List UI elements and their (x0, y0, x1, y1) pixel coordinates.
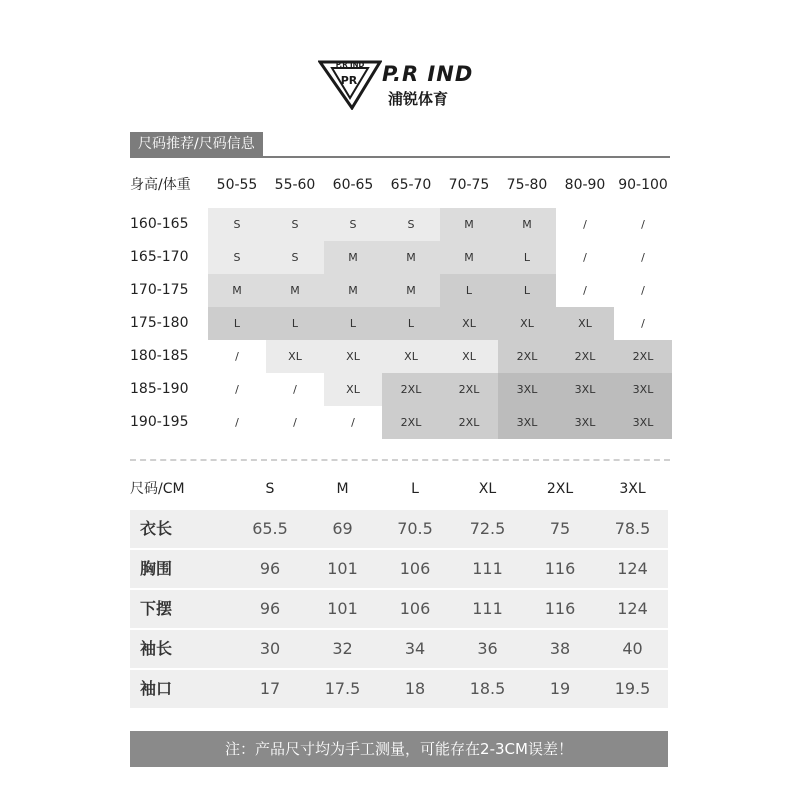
size-cell: / (614, 274, 672, 307)
measure-value: 78.5 (614, 519, 651, 538)
size-cell: / (614, 208, 672, 241)
size-cell: L (266, 307, 324, 340)
height-row-label: 175-180 (130, 315, 189, 331)
measure-value: 65.5 (252, 519, 288, 538)
size-header: S (265, 481, 275, 497)
size-cell: L (498, 274, 556, 307)
size-cell: / (614, 307, 672, 340)
height-row-label: 180-185 (130, 348, 189, 364)
size-header: XL (478, 481, 497, 497)
size-cell: S (266, 208, 324, 241)
size-cell: / (556, 274, 614, 307)
weight-header: 65-70 (390, 177, 432, 193)
measure-value: 38 (549, 639, 571, 658)
measure-value: 19 (549, 679, 571, 698)
measure-value: 116 (544, 599, 576, 618)
measure-row (130, 630, 668, 668)
measure-value: 32 (332, 639, 353, 658)
measure-row-label: 袖口 (140, 679, 173, 698)
size-cell: L (382, 307, 440, 340)
measure-row (130, 510, 668, 548)
weight-header: 55-60 (274, 177, 316, 193)
size-cell: XL (324, 373, 382, 406)
weight-header: 70-75 (448, 177, 490, 193)
size-cell: S (266, 241, 324, 274)
size-cell: 3XL (498, 373, 556, 406)
footer-note: 注：产品尺寸均为手工测量，可能存在2-3CM误差！ (130, 731, 668, 767)
size-cell: 2XL (614, 340, 672, 373)
measure-value: 40 (622, 639, 643, 658)
weight-header: 80-90 (564, 177, 606, 193)
measure-value: 72.5 (469, 519, 506, 538)
measure-value: 111 (472, 599, 503, 618)
size-cell: 2XL (440, 406, 498, 439)
measure-value: 36 (477, 639, 498, 658)
measure-value: 70.5 (397, 519, 433, 538)
measure-value: 18 (404, 679, 426, 698)
weight-header: 50-55 (216, 177, 258, 193)
measure-value: 96 (259, 559, 281, 578)
size-cell: XL (556, 307, 614, 340)
emblem-mid-text: PR (340, 74, 358, 87)
measure-value: 75 (549, 519, 571, 538)
size-cell: / (208, 340, 266, 373)
measure-value: 101 (327, 559, 358, 578)
size-header: 2XL (546, 481, 574, 497)
size-cell: XL (324, 340, 382, 373)
weight-header: 90-100 (618, 177, 668, 193)
measure-value: 106 (399, 559, 431, 578)
size-cell: M (208, 274, 266, 307)
size-cell: M (440, 241, 498, 274)
size-cell: M (324, 274, 382, 307)
measure-value: 124 (617, 599, 648, 618)
measure-row-label: 胸围 (140, 559, 173, 578)
size-cell: / (556, 208, 614, 241)
size-cell: XL (266, 340, 324, 373)
size-cell: M (382, 241, 440, 274)
section-title: 尺码推荐/尺码信息 (130, 132, 263, 156)
height-row-label: 185-190 (130, 381, 189, 397)
size-cell: / (208, 406, 266, 439)
height-row-label: 170-175 (130, 282, 189, 298)
size-cell: M (498, 208, 556, 241)
brand-name-en: P.R IND (382, 62, 474, 86)
size-cell: 2XL (498, 340, 556, 373)
weight-header: 75-80 (506, 177, 548, 193)
size-cell: XL (440, 307, 498, 340)
size-header: L (411, 481, 419, 497)
size-header: 3XL (619, 481, 646, 497)
size-cell: 3XL (614, 373, 672, 406)
size-cell: / (324, 406, 382, 439)
measure-row-label: 衣长 (140, 519, 173, 538)
size-cell: S (208, 241, 266, 274)
size-cell: L (208, 307, 266, 340)
measure-value: 34 (404, 639, 426, 658)
size-cell: XL (382, 340, 440, 373)
size-cell: 3XL (498, 406, 556, 439)
size-cell: 2XL (440, 373, 498, 406)
size-cell: / (266, 373, 324, 406)
section-divider (130, 156, 670, 158)
size-cell: L (498, 241, 556, 274)
size-cell: / (266, 406, 324, 439)
measure-value: 17.5 (324, 679, 361, 698)
brand-logo (318, 58, 488, 110)
size-cell: 3XL (556, 373, 614, 406)
size-cell: / (556, 241, 614, 274)
measure-corner-label: 尺码/CM (130, 481, 185, 497)
measure-value: 96 (259, 599, 281, 618)
brand-name-cn: 浦锐体育 (388, 90, 449, 108)
measure-value: 18.5 (469, 679, 506, 698)
size-cell: M (266, 274, 324, 307)
size-cell: 2XL (556, 340, 614, 373)
size-cell: M (324, 241, 382, 274)
height-row-label: 190-195 (130, 414, 189, 430)
recommend-corner-label: 身高/体重 (130, 177, 191, 193)
measure-value: 116 (544, 559, 576, 578)
dashed-divider (130, 459, 670, 461)
size-cell: M (382, 274, 440, 307)
size-cell: S (382, 208, 440, 241)
measure-value: 69 (332, 519, 353, 538)
size-cell: M (440, 208, 498, 241)
measure-value: 101 (327, 599, 358, 618)
emblem-top-text: P.R IND (335, 61, 365, 69)
size-cell: S (208, 208, 266, 241)
measure-value: 30 (259, 639, 281, 658)
size-cell: XL (440, 340, 498, 373)
height-row-label: 165-170 (130, 249, 189, 265)
size-cell: / (208, 373, 266, 406)
measure-row (130, 590, 668, 628)
size-cell: S (324, 208, 382, 241)
measure-value: 124 (617, 559, 648, 578)
size-cell: XL (498, 307, 556, 340)
size-cell: / (614, 241, 672, 274)
measure-row-label: 下摆 (140, 599, 173, 618)
size-cell: 2XL (382, 373, 440, 406)
size-cell: 3XL (614, 406, 672, 439)
height-row-label: 160-165 (130, 216, 189, 232)
measure-value: 111 (472, 559, 503, 578)
brand-emblem-icon (318, 58, 382, 110)
measure-value: 106 (399, 599, 431, 618)
measure-row-label: 袖长 (140, 639, 173, 658)
size-header: M (336, 481, 349, 497)
weight-header: 60-65 (332, 177, 374, 193)
size-cell: 2XL (382, 406, 440, 439)
measure-header-row (130, 472, 668, 506)
measure-row (130, 550, 668, 588)
measure-value: 19.5 (614, 679, 651, 698)
measure-value: 17 (259, 679, 281, 698)
measure-row (130, 670, 668, 708)
size-cell: L (440, 274, 498, 307)
size-cell: L (324, 307, 382, 340)
size-cell: 3XL (556, 406, 614, 439)
